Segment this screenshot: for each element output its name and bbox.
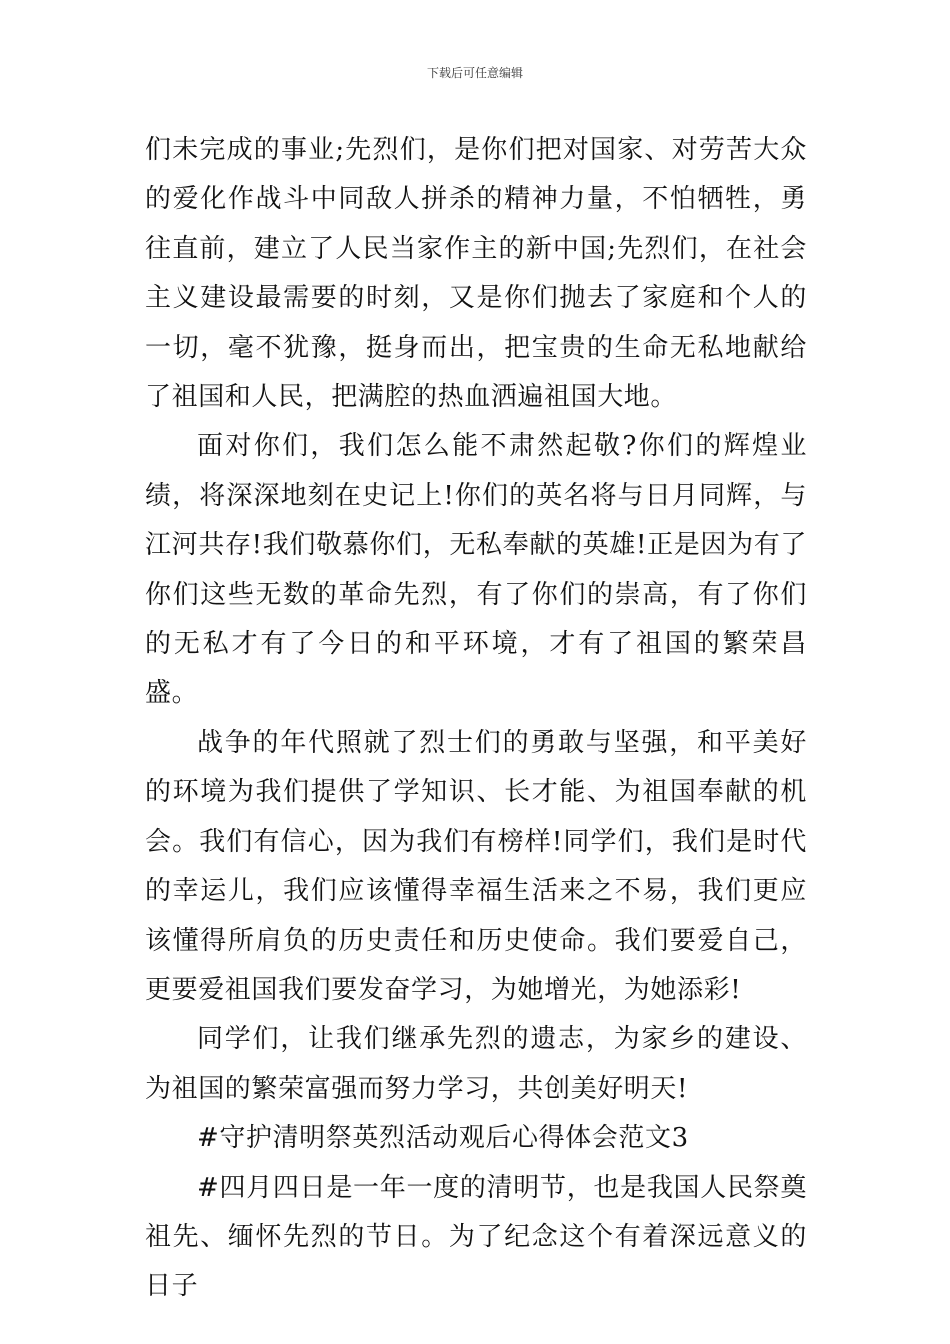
paragraph-4: 同学们，让我们继承先烈的遗志，为家乡的建设、为祖国的繁荣富强而努力学习，共创美好明天! [145, 1024, 807, 1104]
paragraph-2: 面对你们，我们怎么能不肃然起敬?你们的辉煌业绩，将深深地刻在史记上!你们的英名将与日月同辉，与江河共存!我们敬慕你们，无私奉献的英雄!正是因为有了你们这些无数的革命先烈，有了你们的崇高，有了你们的无私才有了今日的和平环境，才有了祖国的繁荣昌盛。 [145, 431, 807, 709]
paragraph-3: 战争的年代照就了烈士们的勇敢与坚强，和平美好的环境为我们提供了学知识、长才能、为祖国奉献的机会。我们有信心，因为我们有榜样!同学们，我们是时代的幸运儿，我们应该懂得幸福生活来之不易，我们更应该懂得所肩负的历史责任和历史使命。我们要爱自己，更要爱祖国我们要发奋学习，为她增光，为她添彩! [145, 727, 807, 1005]
document-body [145, 126, 807, 1312]
paragraph-5: #四月四日是一年一度的清明节，也是我国人民祭奠祖先、缅怀先烈的节日。为了纪念这个有着深远意义的日子 [145, 1172, 807, 1302]
paragraph-1: 们未完成的事业;先烈们，是你们把对国家、对劳苦大众的爱化作战斗中同敌人拼杀的精神力量，不怕牺牲，勇往直前，建立了人民当家作主的新中国;先烈们，在社会主义建设最需要的时刻，又是你们抛去了家庭和个人的一切，毫不犹豫，挺身而出，把宝贵的生命无私地献给了祖国和人民，把满腔的热血洒遍祖国大地。 [145, 135, 807, 413]
section-heading: #守护清明祭英烈活动观后心得体会范文3 [197, 1123, 689, 1154]
page-header-note: 下载后可任意编辑 [426, 66, 523, 80]
